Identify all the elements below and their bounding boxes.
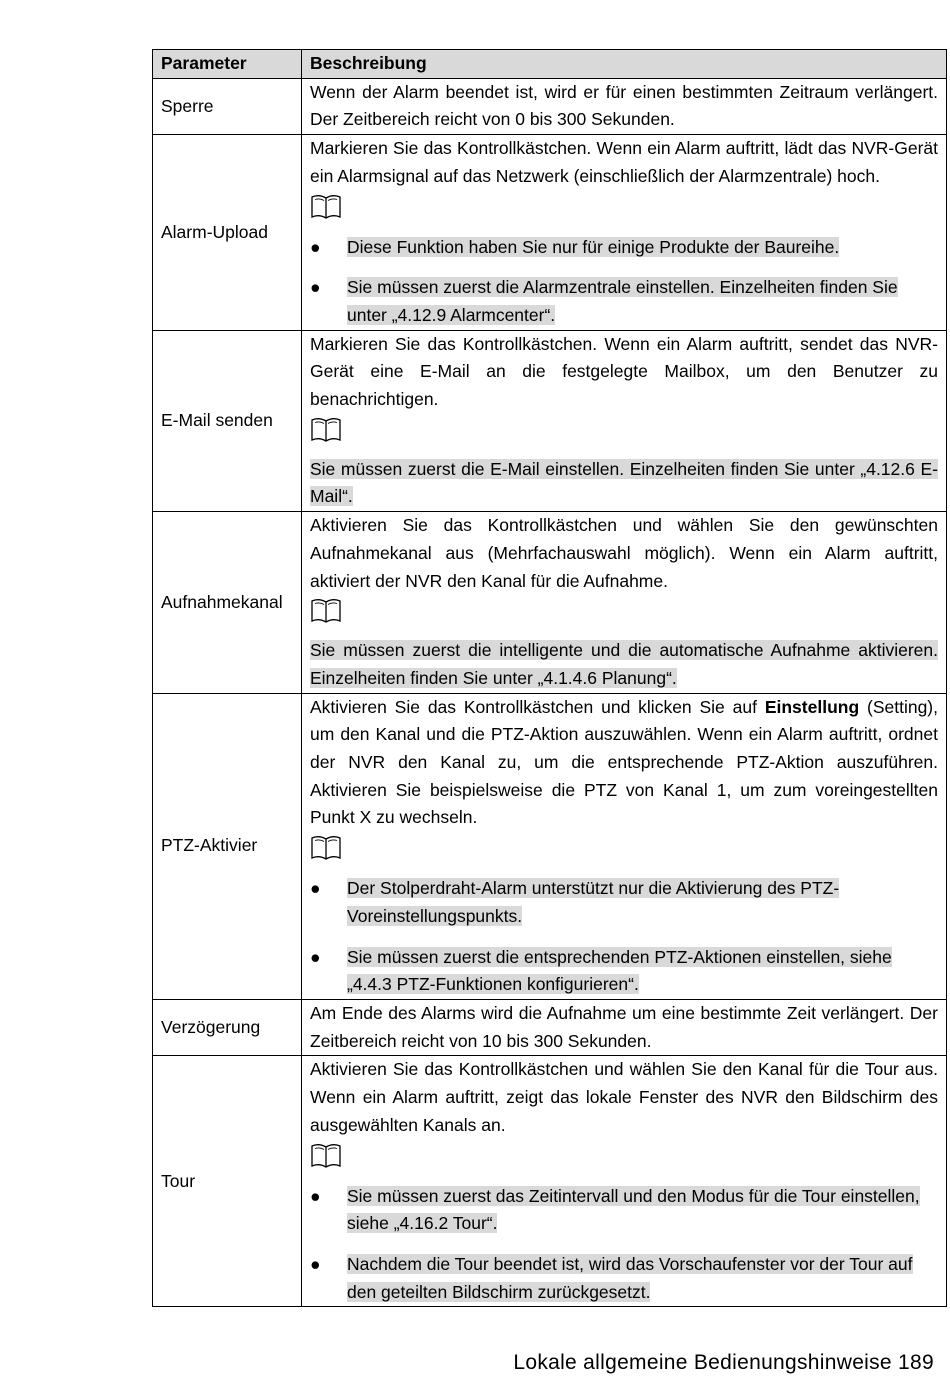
description-text-start: Aktivieren Sie das Kontrollkästchen und klicken Sie auf (310, 696, 765, 717)
table-header-row (153, 50, 947, 79)
table-row (153, 512, 947, 694)
row-parameter: Sperre (153, 78, 302, 134)
book-note-icon (310, 597, 938, 625)
row-parameter: Verzögerung (153, 999, 302, 1055)
bullet-icon: ● (310, 946, 321, 967)
note-bullet (310, 274, 938, 329)
note-text: Sie müssen zuerst das Zeitintervall und den Modus für die Tour einstellen, siehe „4.16.2 Tour“. (347, 1185, 920, 1234)
table-row (153, 999, 947, 1055)
note-text-block (310, 637, 938, 692)
row-parameter: Tour (153, 1056, 302, 1307)
row-parameter: E-Mail senden (153, 330, 302, 512)
note-text: Der Stolperdraht-Alarm unterstützt nur die Aktivierung des PTZ-Voreinstellungspunkts. (347, 878, 840, 926)
header-parameter: Parameter (153, 50, 302, 79)
bullet-icon: ● (310, 1185, 321, 1206)
note-bullet (310, 234, 938, 262)
description-text (310, 694, 938, 833)
table-row (153, 135, 947, 331)
note-text: Sie müssen zuerst die Alarmzentrale einstellen. Einzelheiten finden Sie unter „4.12.9 Alarmcenter“. (347, 277, 898, 325)
book-note-icon (310, 1142, 938, 1170)
bullet-icon: ● (310, 1253, 321, 1274)
note-bullet (310, 944, 938, 999)
description-text-end: (Setting), um den Kanal und die PTZ-Aktion auszuwählen. Wenn ein Alarm auftritt, ordnet der NVR den Kanal zu, um die entsprechende PTZ-Aktion auszuführen. Aktivieren Sie beispielsweise die PTZ von Kanal 1, um zum voreingestellten Punkt X zu wechseln. (310, 696, 938, 828)
parameter-table (152, 49, 947, 1307)
description-text: Am Ende des Alarms wird die Aufnahme um eine bestimmte Zeit verlängert. Der Zeitbereich reicht von 10 bis 300 Sekunden. (310, 1002, 938, 1051)
row-description (302, 999, 947, 1055)
row-description (302, 693, 947, 999)
setting-keyword: Einstellung (764, 696, 860, 717)
note-list (310, 234, 938, 330)
note-text: Sie müssen zuerst die entsprechenden PTZ-Aktionen einstellen, siehe „4.4.3 PTZ-Funktionen konfigurieren“. (347, 946, 892, 995)
description-text: Aktivieren Sie das Kontrollkästchen und wählen Sie den gewünschten Aufnahmekanal aus (Mehrfachauswahl möglich). Wenn ein Alarm auftritt, aktiviert der NVR den Kanal für die Aufnahme. (310, 515, 938, 591)
bullet-icon: ● (310, 236, 321, 257)
note-list (310, 1183, 938, 1307)
table-row (153, 78, 947, 134)
row-description (302, 78, 947, 134)
row-parameter: Aufnahmekanal (153, 512, 302, 694)
page-footer: Lokale allgemeine Bedienungshinweise 189 (513, 1351, 934, 1374)
note-text: Sie müssen zuerst die E-Mail einstellen. Einzelheiten finden Sie unter „4.12.6 E-Mail“. (310, 458, 938, 507)
description-text: Markieren Sie das Kontrollkästchen. Wenn ein Alarm auftritt, lädt das NVR-Gerät ein Alarmsignal auf das Netzwerk (einschließlich der Alarmzentrale) hoch. (310, 138, 938, 186)
book-note-icon (310, 193, 938, 221)
description-text: Aktivieren Sie das Kontrollkästchen und wählen Sie den Kanal für die Tour aus. Wenn ein Alarm auftritt, zeigt das lokale Fenster des NVR den Bildschirm des ausgewählten Kanals an. (310, 1059, 938, 1135)
bullet-icon: ● (310, 277, 321, 298)
note-bullet (310, 1183, 938, 1238)
row-parameter: PTZ-Aktivier (153, 693, 302, 999)
note-bullet (310, 1251, 938, 1306)
description-text: Markieren Sie das Kontrollkästchen. Wenn ein Alarm auftritt, sendet das NVR-Gerät eine E-Mail an die festgelegte Mailbox, um den Benutzer zu benachrichtigen. (310, 333, 938, 410)
row-parameter: Alarm-Upload (153, 135, 302, 331)
row-description (302, 330, 947, 512)
table-row (153, 330, 947, 512)
row-description (302, 135, 947, 331)
note-list (310, 875, 938, 999)
book-note-icon (310, 834, 938, 862)
note-text: Sie müssen zuerst die intelligente und die automatische Aufnahme aktivieren. Einzelheiten finden Sie unter „4.1.4.6 Planung“. (310, 640, 938, 688)
row-description (302, 512, 947, 694)
note-text-block (310, 456, 938, 511)
note-bullet (310, 875, 938, 930)
row-description (302, 1056, 947, 1307)
bullet-icon: ● (310, 878, 321, 899)
book-note-icon (310, 416, 938, 444)
table-row (153, 693, 947, 999)
header-description: Beschreibung (302, 50, 947, 79)
note-text: Nachdem die Tour beendet ist, wird das Vorschaufenster vor der Tour auf den geteilten Bildschirm zurückgesetzt. (347, 1253, 913, 1302)
table-row (153, 1056, 947, 1307)
note-text: Diese Funktion haben Sie nur für einige Produkte der Baureihe. (347, 236, 840, 257)
description-text: Wenn der Alarm beendet ist, wird er für einen bestimmten Zeitraum verlängert. Der Zeitbereich reicht von 0 bis 300 Sekunden. (310, 81, 938, 130)
